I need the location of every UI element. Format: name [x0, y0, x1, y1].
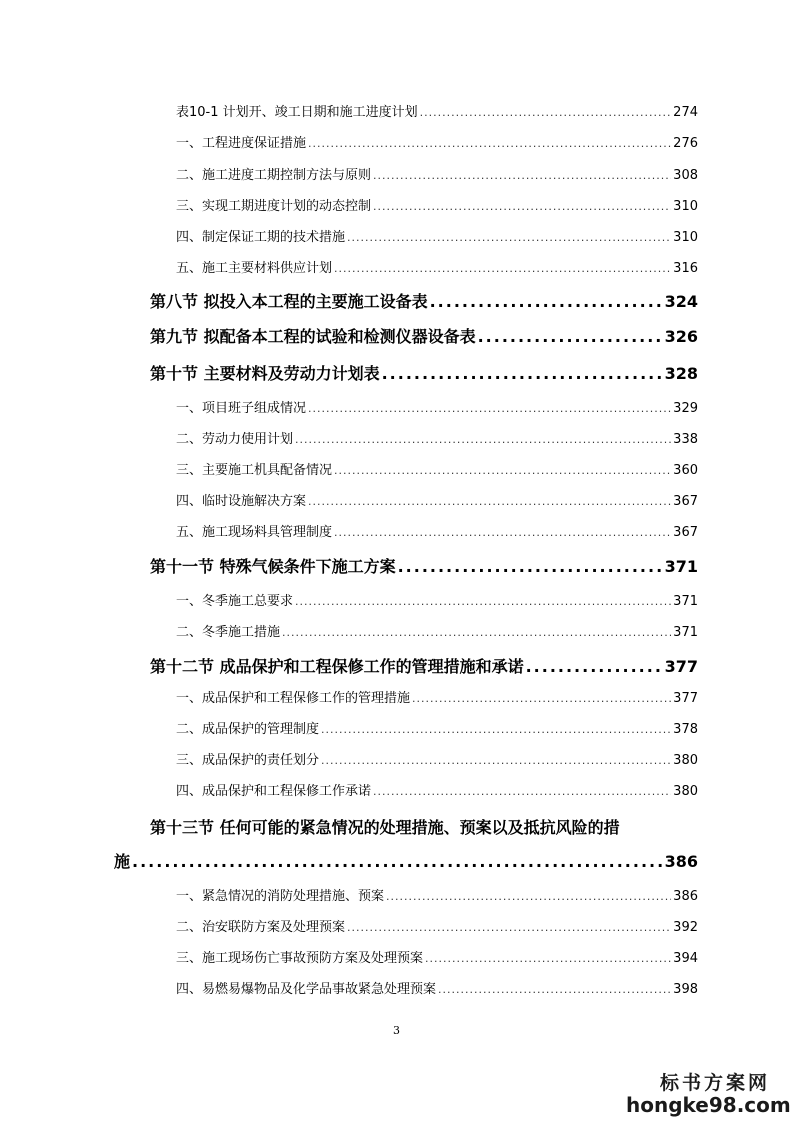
dot-leader [425, 952, 671, 965]
toc-entry[interactable] [176, 428, 698, 447]
dot-leader [412, 692, 671, 705]
toc-entry-title: 二、治安联防方案及处理预案 [176, 920, 346, 935]
toc-entry[interactable] [176, 590, 698, 609]
toc-section-title: 第八节 拟投入本工程的主要施工设备表 [150, 292, 428, 311]
toc-entry[interactable] [176, 749, 698, 768]
toc-entry-title: 一、冬季施工总要求 [176, 594, 294, 609]
dot-leader [321, 754, 671, 767]
toc-section-12[interactable] [150, 654, 698, 677]
toc-entry-table-10-1[interactable] [176, 101, 698, 120]
dot-leader [478, 327, 663, 346]
toc-entry-title: 二、劳动力使用计划 [176, 432, 294, 447]
toc-entry-page: 310 [673, 230, 698, 245]
dot-leader [430, 292, 663, 311]
toc-section-8[interactable] [150, 289, 698, 312]
toc-entry-page: 276 [673, 136, 698, 151]
dot-leader [308, 137, 671, 150]
watermark-title: 标书方案网 [660, 1072, 771, 1094]
toc-section-title: 第十节 主要材料及劳动力计划表 [150, 364, 380, 383]
toc-section-title: 第十一节 特殊气候条件下施工方案 [150, 557, 396, 576]
toc-entry-page: 329 [673, 401, 698, 416]
toc-section-title: 第十二节 成品保护和工程保修工作的管理措施和承诺 [150, 657, 524, 676]
toc-entry[interactable] [176, 978, 698, 997]
toc-section-page: 371 [664, 557, 698, 576]
toc-entry-title: 四、易燃易爆物品及化学品事故紧急处理预案 [176, 982, 437, 997]
toc-entry-title: 表10-1 计划开、竣工日期和施工进度计划 [176, 105, 418, 120]
toc-section-page: 326 [664, 327, 698, 346]
dot-leader [308, 495, 671, 508]
toc-entry[interactable] [176, 164, 698, 183]
toc-entry-page: 308 [673, 168, 698, 183]
toc-entry-page: 338 [673, 432, 698, 447]
dot-leader [382, 364, 663, 383]
dot-leader [334, 262, 671, 275]
toc-section-page: 324 [664, 292, 698, 311]
toc-entry-page: 380 [673, 784, 698, 799]
toc-entry[interactable] [176, 621, 698, 640]
toc-entry-page: 316 [673, 261, 698, 276]
toc-entry-page: 378 [673, 722, 698, 737]
toc-entry-title: 二、施工进度工期控制方法与原则 [176, 168, 372, 183]
toc-entry-title: 三、成品保护的责任划分 [176, 753, 320, 768]
watermark-url: hongke98.com [626, 1093, 791, 1117]
dot-leader [438, 983, 671, 996]
toc-entry[interactable] [176, 459, 698, 478]
toc-entry[interactable] [176, 718, 698, 737]
dot-leader [282, 626, 671, 639]
toc-entry-title: 三、施工现场伤亡事故预防方案及处理预案 [176, 951, 424, 966]
toc-entry-page: 360 [673, 463, 698, 478]
toc-entry-page: 398 [673, 982, 698, 997]
dot-leader [373, 169, 671, 182]
toc-entry-title: 三、主要施工机具配备情况 [176, 463, 333, 478]
toc-entry-page: 367 [673, 525, 698, 540]
dot-leader [321, 723, 671, 736]
toc-entry-page: 386 [673, 889, 698, 904]
toc-section-title: 施 [114, 852, 131, 871]
toc-entry[interactable] [176, 195, 698, 214]
toc-section-9[interactable] [150, 324, 698, 347]
dot-leader [373, 785, 671, 798]
toc-section-page: 386 [664, 852, 698, 871]
dot-leader [420, 106, 672, 119]
page-number: 3 [393, 1024, 400, 1037]
toc-entry-title: 五、施工主要材料供应计划 [176, 261, 333, 276]
dot-leader [334, 526, 671, 539]
toc-entry-title: 二、冬季施工措施 [176, 625, 281, 640]
dot-leader [386, 890, 671, 903]
dot-leader [398, 557, 663, 576]
toc-entry-page: 371 [673, 625, 698, 640]
dot-leader [295, 433, 671, 446]
toc-entry[interactable] [176, 885, 698, 904]
dot-leader [526, 657, 663, 676]
toc-entry[interactable] [176, 490, 698, 509]
dot-leader [308, 402, 671, 415]
dot-leader [347, 921, 671, 934]
toc-entry-title: 一、紧急情况的消防处理措施、预案 [176, 889, 385, 904]
toc-section-title: 第九节 拟配备本工程的试验和检测仪器设备表 [150, 327, 476, 346]
dot-leader [347, 231, 671, 244]
toc-entry-page: 371 [673, 594, 698, 609]
toc-section-13-line2[interactable] [114, 849, 698, 872]
toc-entry[interactable] [176, 916, 698, 935]
toc-section-13-line1[interactable]: 第十三节 任何可能的紧急情况的处理措施、预案以及抵抗风险的措 [150, 818, 620, 837]
toc-entry[interactable] [176, 780, 698, 799]
toc-entry[interactable] [176, 397, 698, 416]
toc-entry-page: 380 [673, 753, 698, 768]
dot-leader [373, 200, 671, 213]
toc-entry-title: 五、施工现场料具管理制度 [176, 525, 333, 540]
toc-entry-title: 四、临时设施解决方案 [176, 494, 307, 509]
toc-entry-page: 310 [673, 199, 698, 214]
toc-entry-title: 一、工程进度保证措施 [176, 136, 307, 151]
toc-section-10[interactable] [150, 361, 698, 384]
dot-leader [295, 595, 671, 608]
toc-section-page: 377 [664, 657, 698, 676]
toc-entry-title: 四、制定保证工期的技术措施 [176, 230, 346, 245]
toc-entry-title: 三、实现工期进度计划的动态控制 [176, 199, 372, 214]
toc-entry-page: 274 [673, 105, 698, 120]
toc-entry[interactable] [176, 521, 698, 540]
toc-entry-title: 一、项目班子组成情况 [176, 401, 307, 416]
toc-entry-title: 二、成品保护的管理制度 [176, 722, 320, 737]
toc-entry[interactable] [176, 687, 698, 706]
toc-entry-page: 367 [673, 494, 698, 509]
toc-entry[interactable] [176, 947, 698, 966]
toc-section-page: 328 [664, 364, 698, 383]
toc-entry-title: 一、成品保护和工程保修工作的管理措施 [176, 691, 411, 706]
toc-entry-page: 392 [673, 920, 698, 935]
toc-entry-page: 394 [673, 951, 698, 966]
toc-entry-title: 四、成品保护和工程保修工作承诺 [176, 784, 372, 799]
toc-entry[interactable] [176, 226, 698, 245]
dot-leader [334, 464, 671, 477]
toc-section-11[interactable] [150, 554, 698, 577]
toc-entry-page: 377 [673, 691, 698, 706]
dot-leader [132, 852, 663, 871]
toc-entry[interactable] [176, 132, 698, 151]
toc-entry[interactable] [176, 257, 698, 276]
